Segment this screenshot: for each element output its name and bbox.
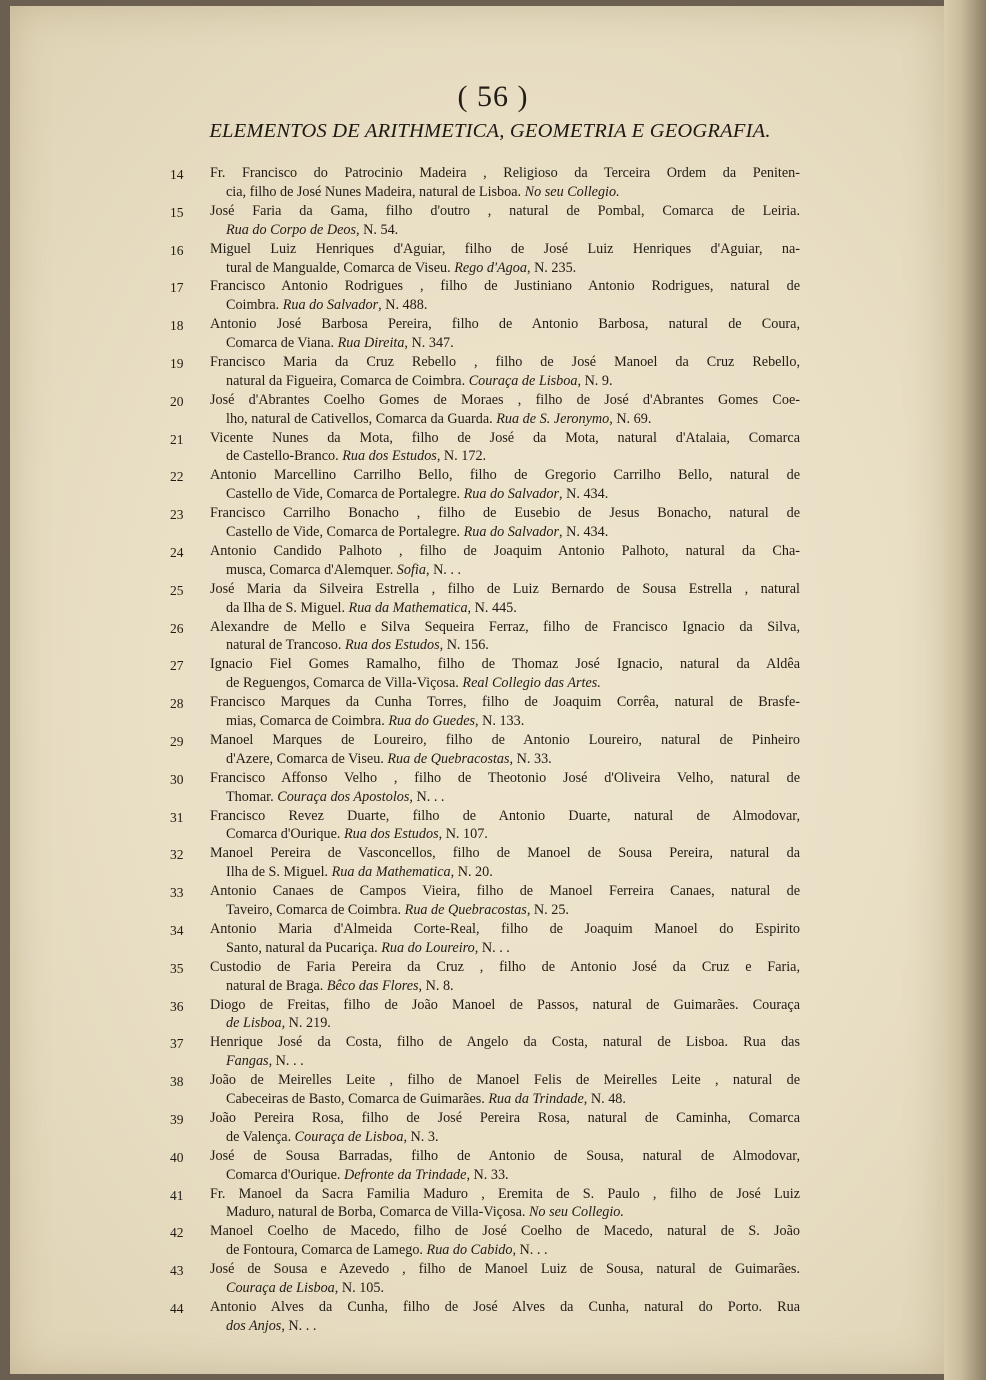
entry-address: Rua de S. Jeronymo bbox=[496, 410, 610, 427]
entry-line-2-text: Cabeceiras de Basto, Comarca de Guimarães. bbox=[226, 1091, 489, 1108]
list-item bbox=[170, 731, 800, 769]
entry-line-2-text: natural de Braga. bbox=[226, 977, 327, 994]
entry-line-2 bbox=[210, 1279, 800, 1298]
entry-house-number: , N. 219. bbox=[281, 1015, 331, 1032]
list-item bbox=[170, 504, 800, 542]
entry-line-2 bbox=[210, 1317, 800, 1336]
entry-address: Couraça dos Apostolos bbox=[277, 788, 410, 805]
entry-line-1: Ignacio Fiel Gomes Ramalho, filho de Thomaz José Ignacio, natural da Aldêa bbox=[210, 656, 800, 673]
entry-line-1: Antonio Alves da Cunha, filho de José Alves da Cunha, natural do Porto. Rua bbox=[210, 1298, 800, 1315]
entry-house-number: , N. 69. bbox=[609, 410, 652, 427]
list-item bbox=[170, 958, 800, 996]
entry-line-2 bbox=[210, 561, 800, 580]
list-item bbox=[170, 693, 800, 731]
list-item bbox=[170, 466, 800, 504]
entry-line-2 bbox=[210, 1090, 800, 1109]
list-item bbox=[170, 277, 800, 315]
entry-number: 19 bbox=[170, 355, 184, 371]
entry-address: Rua do Cabido bbox=[426, 1242, 513, 1259]
entry-line-2-text: Castello de Vide, Comarca de Portalegre. bbox=[226, 486, 464, 503]
list-item bbox=[170, 920, 800, 958]
entry-house-number: , N. . . bbox=[281, 1317, 317, 1334]
entry-house-number: , N. 3. bbox=[403, 1128, 439, 1145]
entry-line-2 bbox=[210, 901, 800, 920]
list-item bbox=[170, 1298, 800, 1336]
entry-line-2 bbox=[210, 599, 800, 618]
entry-line-2 bbox=[210, 1203, 800, 1222]
entry-house-number: , N. 434. bbox=[559, 524, 609, 541]
entry-line-1: Antonio Candido Palhoto , filho de Joaquim Antonio Palhoto, natural da Cha- bbox=[210, 542, 800, 559]
entry-line-1: Manoel Pereira de Vasconcellos, filho de Manoel de Sousa Pereira, natural da bbox=[210, 845, 800, 862]
entry-address: Real Collegio das Artes. bbox=[462, 675, 601, 692]
entry-line-2 bbox=[210, 825, 800, 844]
entry-address: Fangas bbox=[226, 1053, 269, 1070]
entry-line-2-text: Comarca de Viana. bbox=[226, 335, 338, 352]
entry-address: Rua do Salvador bbox=[282, 297, 379, 314]
entry-line-1: José de Sousa Barradas, filho de Antonio de Sousa, natural de Almodovar, bbox=[210, 1147, 800, 1164]
entry-address: Rua dos Estudos bbox=[344, 826, 439, 843]
entry-address: Rua do Corpo de Deos bbox=[226, 221, 357, 238]
entry-line-2-text: d'Azere, Comarca de Viseu. bbox=[226, 750, 388, 767]
entry-number: 40 bbox=[170, 1149, 184, 1165]
entry-line-2-text: de Reguengos, Comarca de Villa-Viçosa. bbox=[226, 675, 463, 692]
list-item bbox=[170, 1071, 800, 1109]
entry-line-1: Francisco Marques da Cunha Torres, filho de Joaquim Corrêa, natural de Brasfe- bbox=[210, 694, 800, 711]
entry-line-1: Antonio Marcellino Carrilho Bello, filho de Gregorio Carrilho Bello, natural de bbox=[210, 467, 800, 484]
entry-line-1: Custodio de Faria Pereira da Cruz , filho de Antonio José da Cruz e Faria, bbox=[210, 958, 800, 975]
entry-line-2-text: mias, Comarca de Coimbra. bbox=[226, 713, 389, 730]
entry-number: 15 bbox=[170, 204, 184, 220]
entry-line-2-text: Santo, natural da Pucariça. bbox=[226, 939, 382, 956]
entry-number: 26 bbox=[170, 620, 184, 636]
entry-address: Rua do Guedes bbox=[388, 713, 476, 730]
entry-line-2-text: de Castello-Branco. bbox=[226, 448, 343, 465]
list-item bbox=[170, 844, 800, 882]
entry-address: Couraça de Lisboa bbox=[226, 1280, 335, 1297]
entry-number: 30 bbox=[170, 771, 184, 787]
entry-number: 31 bbox=[170, 809, 184, 825]
entry-line-2 bbox=[210, 296, 800, 315]
entry-house-number: , N. 133. bbox=[475, 713, 525, 730]
entry-line-2 bbox=[210, 372, 800, 391]
list-item bbox=[170, 882, 800, 920]
entry-house-number: , N. 105. bbox=[334, 1280, 385, 1297]
list-item bbox=[170, 542, 800, 580]
list-item bbox=[170, 315, 800, 353]
entry-line-2-text: Coimbra. bbox=[226, 297, 283, 314]
entry-number: 18 bbox=[170, 318, 184, 334]
entry-line-1: Francisco Antonio Rodrigues , filho de Justiniano Antonio Rodrigues, natural de bbox=[210, 278, 800, 295]
list-item bbox=[170, 807, 800, 845]
entry-line-2 bbox=[210, 750, 800, 769]
entry-house-number: , N. 48. bbox=[583, 1091, 626, 1108]
entry-line-1: Antonio José Barbosa Pereira, filho de Antonio Barbosa, natural de Coura, bbox=[210, 316, 800, 333]
entry-house-number: , N. 172. bbox=[436, 448, 487, 465]
entry-line-1: Fr. Manoel da Sacra Familia Maduro , Eremita de S. Paulo , filho de José Luiz bbox=[210, 1185, 800, 1202]
list-item bbox=[170, 1222, 800, 1260]
entry-line-2-text: Comarca d'Ourique. bbox=[226, 1166, 344, 1183]
entry-number: 44 bbox=[170, 1300, 184, 1316]
list-item bbox=[170, 164, 800, 202]
list-item bbox=[170, 618, 800, 656]
entry-address: Rua dos Estudos bbox=[342, 448, 437, 465]
entry-line-1: José Maria da Silveira Estrella , filho de Luiz Bernardo de Sousa Estrella , natural bbox=[210, 580, 800, 597]
entry-line-1: Henrique José da Costa, filho de Angelo da Costa, natural de Lisboa. Rua das bbox=[210, 1034, 800, 1051]
entry-line-1: João de Meirelles Leite , filho de Manoel Felis de Meirelles Leite , natural de bbox=[210, 1072, 800, 1089]
entry-line-1: Francisco Carrilho Bonacho , filho de Eusebio de Jesus Bonacho, natural de bbox=[210, 505, 800, 522]
entry-number: 43 bbox=[170, 1263, 184, 1279]
entry-number: 22 bbox=[170, 469, 184, 485]
entry-number: 34 bbox=[170, 922, 184, 938]
list-item bbox=[170, 1033, 800, 1071]
entry-number: 16 bbox=[170, 242, 184, 258]
entry-line-1: Francisco Affonso Velho , filho de Theotonio José d'Oliveira Velho, natural de bbox=[210, 769, 800, 786]
list-item bbox=[170, 1185, 800, 1223]
entry-number: 33 bbox=[170, 885, 184, 901]
entry-line-2-text: cia, filho de José Nunes Madeira, natural de Lisboa. bbox=[226, 183, 525, 200]
entry-line-2-text: Castello de Vide, Comarca de Portalegre. bbox=[226, 524, 464, 541]
entry-number: 32 bbox=[170, 847, 184, 863]
entry-line-1: Alexandre de Mello e Silva Sequeira Ferraz, filho de Francisco Ignacio da Silva, bbox=[210, 618, 800, 635]
entry-line-2 bbox=[210, 636, 800, 655]
entry-line-2-text: Maduro, natural de Borba, Comarca de Villa-Viçosa. bbox=[226, 1204, 529, 1221]
entry-address: Rego d'Agoa bbox=[454, 259, 527, 276]
page-number: ( 56 ) bbox=[457, 80, 529, 113]
entry-line-2 bbox=[210, 977, 800, 996]
entry-address: Rua da Mathematica bbox=[348, 599, 468, 616]
entry-number: 25 bbox=[170, 582, 184, 598]
entry-line-1: José Faria da Gama, filho d'outro , natural de Pombal, Comarca de Leiria. bbox=[210, 202, 800, 219]
entry-line-1: Manoel Coelho de Macedo, filho de José Coelho de Macedo, natural de S. João bbox=[210, 1223, 800, 1240]
entry-house-number: , N. 156. bbox=[439, 637, 489, 654]
entry-address: Rua do Salvador bbox=[463, 524, 560, 541]
list-item bbox=[170, 429, 800, 467]
entry-line-2-text: tural de Mangualde, Comarca de Viseu. bbox=[226, 259, 455, 276]
list-item bbox=[170, 1260, 800, 1298]
entry-line-2-text: natural de Trancoso. bbox=[226, 637, 345, 654]
entry-address: No seu Collegio. bbox=[524, 183, 620, 200]
entry-line-2 bbox=[210, 1166, 800, 1185]
entry-address: Couraça de Lisboa bbox=[468, 372, 578, 389]
list-item bbox=[170, 1147, 800, 1185]
entry-line-1: José de Sousa e Azevedo , filho de Manoel Luiz de Sousa, natural de Guimarães. bbox=[210, 1261, 800, 1278]
entry-number: 21 bbox=[170, 431, 184, 447]
list-item bbox=[170, 240, 800, 278]
entry-line-2 bbox=[210, 183, 800, 202]
entry-address: Rua da Mathematica bbox=[331, 864, 451, 881]
entry-address: Defronte da Trindade bbox=[344, 1166, 467, 1183]
entry-address: No seu Collegio. bbox=[528, 1204, 624, 1221]
entry-line-2 bbox=[210, 1014, 800, 1033]
list-item bbox=[170, 769, 800, 807]
entry-address: Rua do Salvador bbox=[463, 486, 560, 503]
entry-line-1: Diogo de Freitas, filho de João Manoel de Passos, natural de Guimarães. Couraça bbox=[210, 996, 800, 1013]
entry-address: Rua da Trindade bbox=[488, 1091, 584, 1108]
entry-line-1: Manoel Marques de Loureiro, filho de Antonio Loureiro, natural de Pinheiro bbox=[210, 731, 800, 748]
entry-number: 24 bbox=[170, 544, 184, 560]
entry-line-2 bbox=[210, 1241, 800, 1260]
entry-house-number: , N. 8. bbox=[418, 977, 454, 994]
entry-house-number: , N. 20. bbox=[450, 864, 493, 881]
entry-line-1: Francisco Maria da Cruz Rebello , filho de José Manoel da Cruz Rebello, bbox=[210, 353, 800, 370]
list-item bbox=[170, 353, 800, 391]
list-item bbox=[170, 996, 800, 1034]
entry-house-number: , N. . . bbox=[425, 561, 462, 578]
entry-line-1: Fr. Francisco do Patrocinio Madeira , Religioso da Terceira Ordem da Peniten- bbox=[210, 165, 800, 181]
entry-address: Rua dos Estudos bbox=[345, 637, 440, 654]
page-gutter bbox=[944, 0, 986, 1380]
entry-number: 38 bbox=[170, 1074, 184, 1090]
entry-number: 23 bbox=[170, 507, 184, 523]
entry-house-number: , N. 33. bbox=[509, 750, 552, 767]
entry-number: 39 bbox=[170, 1111, 184, 1127]
entry-line-1: João Pereira Rosa, filho de José Pereira Rosa, natural de Caminha, Comarca bbox=[210, 1109, 800, 1126]
entry-number: 37 bbox=[170, 1036, 184, 1052]
entry-address: Rua Direita bbox=[337, 335, 405, 352]
entry-number: 35 bbox=[170, 960, 184, 976]
list-item bbox=[170, 655, 800, 693]
entry-line-2-text: Comarca d'Ourique. bbox=[226, 826, 344, 843]
entry-house-number: , N. . . bbox=[409, 788, 445, 805]
entry-line-1: Antonio Canaes de Campos Vieira, filho de Manoel Ferreira Canaes, natural de bbox=[210, 883, 800, 900]
entry-line-2-text: Taveiro, Comarca de Coimbra. bbox=[226, 902, 405, 919]
entry-house-number: , N. 9. bbox=[577, 372, 613, 389]
entry-house-number: , N. 54. bbox=[356, 221, 399, 238]
entry-line-1: Miguel Luiz Henriques d'Aguiar, filho de José Luiz Henriques d'Aguiar, na- bbox=[210, 240, 800, 257]
entry-line-2-text: musca, Comarca d'Alemquer. bbox=[226, 561, 397, 578]
entry-number: 20 bbox=[170, 393, 184, 409]
entry-line-2 bbox=[210, 221, 800, 240]
entry-line-2 bbox=[210, 259, 800, 278]
entry-line-2-text: Thomar. bbox=[226, 788, 278, 805]
entry-line-2 bbox=[210, 712, 800, 731]
entry-line-2 bbox=[210, 1052, 800, 1071]
entry-house-number: , N. 33. bbox=[466, 1166, 509, 1183]
entry-house-number: , N. 488. bbox=[378, 297, 428, 314]
entry-house-number: , N. . . bbox=[268, 1053, 304, 1070]
entry-address: Couraça de Lisboa bbox=[294, 1128, 404, 1145]
entry-number: 41 bbox=[170, 1187, 184, 1203]
entry-line-2-text: de Fontoura, Comarca de Lamego. bbox=[226, 1242, 427, 1259]
entry-line-2 bbox=[210, 523, 800, 542]
entry-address: Rua de Quebracostas bbox=[404, 902, 527, 919]
entry-list bbox=[170, 164, 800, 1336]
entry-house-number: , N. 434. bbox=[559, 486, 609, 503]
entry-house-number: , N. . . bbox=[512, 1242, 548, 1259]
entry-house-number: , N. . . bbox=[474, 939, 510, 956]
entry-line-1: José d'Abrantes Coelho Gomes de Moraes , filho de José d'Abrantes Gomes Coe- bbox=[210, 391, 800, 408]
entry-house-number: , N. 347. bbox=[404, 335, 454, 352]
entry-line-2 bbox=[210, 447, 800, 466]
entry-address: Sofia bbox=[396, 561, 426, 578]
entry-address: dos Anjos bbox=[226, 1317, 282, 1334]
entry-line-2-text: de Valença. bbox=[226, 1128, 295, 1145]
entry-line-2 bbox=[210, 939, 800, 958]
page-heading: ELEMENTOS DE ARITHMETICA, GEOMETRIA E GEOGRAFIA. bbox=[209, 120, 771, 142]
entry-line-2 bbox=[210, 485, 800, 504]
list-item bbox=[170, 580, 800, 618]
entry-number: 28 bbox=[170, 696, 184, 712]
entry-number: 27 bbox=[170, 658, 184, 674]
entry-address: Rua de Quebracostas bbox=[387, 750, 510, 767]
entry-line-2 bbox=[210, 1128, 800, 1147]
list-item bbox=[170, 202, 800, 240]
entry-line-2 bbox=[210, 334, 800, 353]
entry-line-1: Vicente Nunes da Mota, filho de José da Mota, natural d'Atalaia, Comarca bbox=[210, 429, 800, 446]
entry-number: 29 bbox=[170, 733, 184, 749]
list-item bbox=[170, 1109, 800, 1147]
entry-house-number: , N. 445. bbox=[467, 599, 517, 616]
entry-line-2-text: da Ilha de S. Miguel. bbox=[226, 599, 349, 616]
entry-number: 17 bbox=[170, 280, 184, 296]
entry-line-1: Antonio Maria d'Almeida Corte-Real, filho de Joaquim Manoel do Espirito bbox=[210, 920, 800, 937]
entry-house-number: , N. 25. bbox=[526, 902, 569, 919]
entry-line-2-text: Ilha de S. Miguel. bbox=[226, 864, 332, 881]
entry-line-2 bbox=[210, 410, 800, 429]
entry-address: de Lisboa bbox=[226, 1015, 282, 1032]
entry-line-2-text: natural da Figueira, Comarca de Coimbra. bbox=[226, 372, 469, 389]
entry-number: 42 bbox=[170, 1225, 184, 1241]
entry-number: 36 bbox=[170, 998, 184, 1014]
entry-line-2 bbox=[210, 788, 800, 807]
entry-address: Bêco das Flores bbox=[326, 977, 419, 994]
entry-line-2-text: lho, natural de Cativellos, Comarca da Guarda. bbox=[226, 410, 497, 427]
entry-house-number: , N. 235. bbox=[526, 259, 577, 276]
list-item bbox=[170, 391, 800, 429]
entry-number: 14 bbox=[170, 167, 184, 182]
entry-line-2 bbox=[210, 674, 800, 693]
entry-house-number: , N. 107. bbox=[438, 826, 488, 843]
entry-address: Rua do Loureiro bbox=[381, 939, 475, 956]
entry-line-1: Francisco Revez Duarte, filho de Antonio Duarte, natural de Almodovar, bbox=[210, 807, 800, 824]
entry-line-2 bbox=[210, 863, 800, 882]
